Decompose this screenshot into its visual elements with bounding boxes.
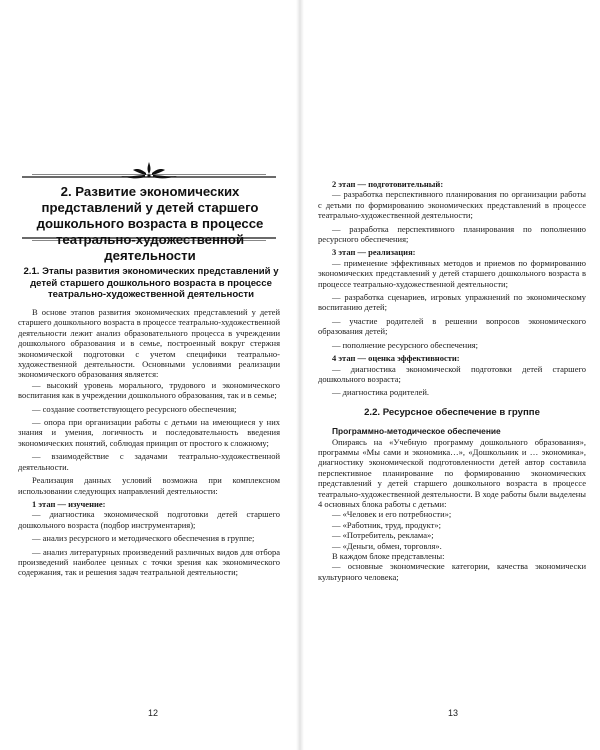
stage-heading: 1 этап — изучение: [32, 498, 106, 509]
paragraph: — основные экономические категории, качества экономически культурного человека; [318, 561, 586, 582]
paragraph: — «Деньги, обмен, торговля». [332, 540, 442, 551]
paragraph: — анализ ресурсного и методического обеспечения в группе; [32, 533, 255, 544]
paragraph: — высокий уровень морального, трудового и экономического воспитания как в учреждении дошкольного образования, так и в семье; [18, 379, 280, 401]
paragraph: — «Потребитель, реклама»; [332, 530, 434, 541]
stage-heading: 3 этап — реализация: [332, 247, 416, 258]
stage-heading: 4 этап — оценка эффективности: [332, 353, 460, 364]
ornament-icon [22, 158, 276, 180]
stage-heading: 2 этап — подготовительный: [332, 179, 444, 189]
paragraph: В основе этапов развития экономических представлений у детей старшего дошкольного возраста в процессе театрально-художественной деятельности лежит анализ образовательного процесса в учреждении дошкольного образования и в семье, построенный вокруг стержня экономической подготовки с учетом специфики театрально-художественной деятельности. Основными условиями реализации экономического образования является: [18, 307, 280, 380]
paragraph: — участие родителей в решении вопросов экономического образования детей; [318, 315, 586, 337]
paragraph: — диагностика экономической подготовки детей старшего дошкольного возраста; [318, 363, 586, 384]
left-page-body [18, 307, 280, 578]
paragraph: — «Работник, труд, продукт»; [332, 519, 441, 530]
paragraph: В каждом блоке представлены: [332, 551, 445, 561]
paragraph: — опора при организации работы с детьми на имеющиеся у них знания и умения, логичность и последовательность введения экономических понятий, соблюдая принцип от простого к сложному; [18, 417, 280, 448]
paragraph: — пополнение ресурсного обеспечения; [332, 339, 479, 350]
paragraph: Опираясь на «Учебную программу дошкольного образования», программы «Мы сами и экономика…», «Дошкольник и … экономика», диагностику экономической подготовленности детей автор составила перспективное планирование по формированию экономических представлений у детей старшего дошкольного возраста в процессе театрально-художественной деятельности. В ходе работы были выделены 4 основных блока работы с детьми: [318, 436, 586, 509]
right-page-resources [318, 426, 586, 582]
page-number-right: 13 [448, 708, 459, 718]
paragraph: — создание соответствующего ресурсного обеспечения; [32, 403, 237, 414]
title-rule-icon [22, 236, 276, 248]
chapter-title: 2. Развитие экономических представлений у детей старшего дошкольного возраста в процессе театрально-художественной деятельности [36, 184, 264, 263]
right-page-body [318, 176, 586, 582]
paragraph: Реализация данных условий возможна при комплексном использовании следующих направлений деятельности: [18, 475, 280, 496]
subheading: Программно-методическое обеспечение [332, 426, 501, 437]
right-page-stages [318, 179, 586, 398]
section-title-2-1: 2.1. Этапы развития экономических представлений у детей старшего дошкольного возраста в процессе театрально-художественной деятельности [23, 266, 279, 300]
paragraph: — анализ литературных произведений различных видов для отбора произведений наиболее ценных с точки зрения как экономического содержания, так и решения задач театральной деятельности; [18, 546, 280, 578]
paragraph: — взаимодействие с задачами театрально-художественной деятельности. [18, 451, 280, 472]
paragraph: — диагностика родителей. [332, 387, 430, 398]
paragraph: — разработка перспективного планирования по организации работы с детьми по формированию экономических представлений в процессе театрально-художественной деятельности; [318, 189, 586, 221]
paragraph: — разработка сценариев, игровых упражнений по экономическому воспитанию детей; [318, 292, 586, 313]
paragraph: — «Человек и его потребности»; [332, 509, 452, 520]
paragraph: — разработка перспективного планирования по пополнению ресурсного обеспечения; [318, 223, 586, 245]
paragraph: — диагностика экономической подготовки детей старшего дошкольного возраста (подбор инструментария); [18, 509, 280, 530]
section-title-2-2: 2.2. Ресурсное обеспечение в группе [364, 406, 540, 418]
paragraph: — применение эффективных методов и приемов по формированию экономических представлений у детей старшего дошкольного возраста в процессе театрально-художественной деятельности; [318, 257, 586, 289]
page-number-left: 12 [148, 708, 159, 718]
